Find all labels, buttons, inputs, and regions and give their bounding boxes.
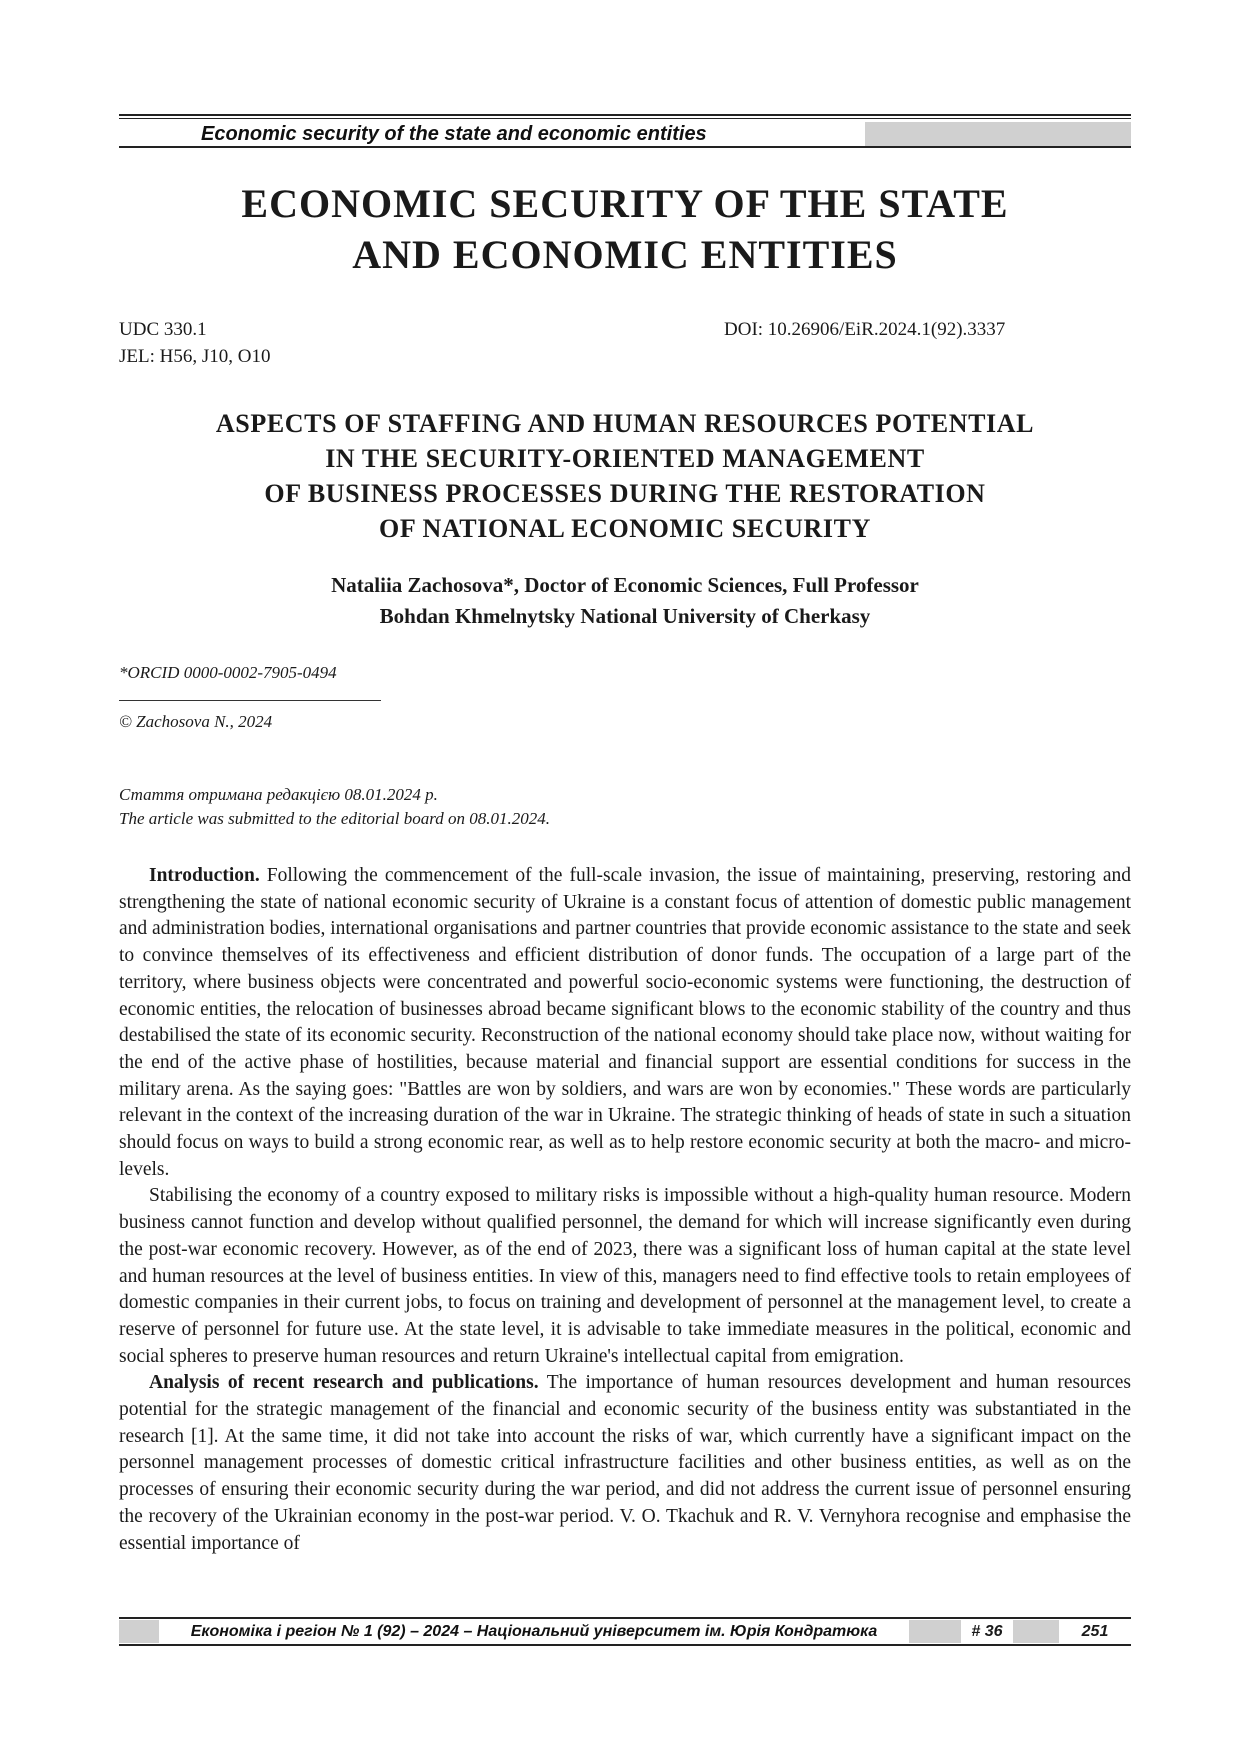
article-title: [119, 406, 1131, 546]
paragraph-lead: Introduction.: [149, 865, 260, 886]
author-block: [119, 570, 1131, 632]
footer-gray-block: [909, 1620, 961, 1643]
article-title-line: IN THE SECURITY-ORIENTED MANAGEMENT: [325, 444, 925, 473]
classification-codes: [119, 316, 270, 370]
author-notes: [119, 660, 1131, 735]
udc-code: UDC 330.1: [119, 319, 207, 340]
footer-gray-block: [1013, 1620, 1059, 1643]
paragraph-analysis: [119, 1370, 1131, 1557]
page-footer: [119, 1617, 1131, 1647]
footer-rule-bottom: [119, 1644, 1131, 1646]
running-header: [119, 114, 1131, 148]
page: [119, 114, 1131, 1557]
header-rule-bottom: [119, 146, 1131, 148]
paragraph-text: Stabilising the economy of a country exposed to military risks is impossible without a high-quality human resource. Modern business cannot function and develop without qualified personnel, the demand for which will increase significantly even during the post-war economic recovery. However, as of the end of 2023, there was a significant loss of human capital at the state level and human resources at the level of business entities. In view of this, managers need to find effective tools to retain employees of domestic companies in their current jobs, to focus on training and development of personnel at the management level, to create a reserve of personnel for future use. At the state level, it is advisable to take immediate measures in the political, economic and social spheres to preserve human resources and return Ukraine's intellectual capital from emigration.: [119, 1185, 1131, 1367]
footer-gray-block: [119, 1620, 159, 1643]
orcid[interactable]: *ORCID 0000-0002-7905-0494: [119, 663, 337, 682]
submission-info: [119, 783, 1131, 831]
paragraph: [119, 1183, 1131, 1370]
page-number: 251: [1081, 1623, 1109, 1640]
section-title-line: AND ECONOMIC ENTITIES: [352, 232, 898, 277]
footer-issue: # 36: [971, 1623, 1003, 1640]
article-body: [119, 863, 1131, 1557]
notes-divider: [119, 686, 381, 701]
header-gray-fill: [865, 122, 1131, 146]
received-en: The article was submitted to the editorial board on 08.01.2024.: [119, 809, 550, 828]
section-title-line: ECONOMIC SECURITY OF THE STATE: [241, 181, 1009, 226]
article-title-line: OF BUSINESS PROCESSES DURING THE RESTORATION: [264, 479, 986, 508]
paragraph-text: Following the commencement of the full-scale invasion, the issue of maintaining, preserving, restoring and strengthening the state of national economic security of Ukraine is a constant focus of attention of domestic public management and administration bodies, international organisations and partner countries that provide economic assistance to the state and seek to convince themselves of its effectiveness and efficient distribution of donor funds. The occupation of a large part of the territory, where business objects were concentrated and powerful socio-economic systems were functioning, the destruction of economic entities, the relocation of businesses abroad became significant blows to the economic stability of the country and thus destabilised the state of its economic security. Reconstruction of the national economy should take place now, without waiting for the end of the active phase of hostilities, because material and financial support are essential conditions for success in the military arena. As the saying goes: "Battles are won by soldiers, and wars are won by economies." These words are particularly relevant in the context of the increasing duration of the war in Ukraine. The strategic thinking of heads of state in such a situation should focus on ways to build a strong economic rear, as well as to help restore economic security at both the macro- and micro-levels.: [119, 865, 1131, 1180]
jel-code: JEL: H56, J10, O10: [119, 346, 271, 367]
copyright: © Zachosova N., 2024: [119, 712, 273, 731]
footer-journal: Економіка і регіон № 1 (92) – 2024 – Національний університет ім. Юрія Кондратюка: [190, 1623, 878, 1640]
header-rule-thin: [119, 118, 1131, 119]
paragraph-lead: Analysis of recent research and publications.: [149, 1372, 539, 1394]
header-band: [119, 122, 1131, 146]
paragraph-text: The importance of human resources development and human resources potential for the strategic management of the financial and economic security of the business entity was substantiated in the research [1]. At the same time, it did not take into account the risks of war, which currently have a significant impact on the personnel management processes of domestic critical infrastructure facilities and other business entities, as well as on the processes of ensuring their economic security during the war period, and did not address the current issue of personnel ensuring the recovery of the Ukrainian economy in the post-war period. V. O. Tkachuk and R. V. Vernyhora recognise and emphasise the essential importance of: [119, 1372, 1131, 1554]
section-title: [119, 178, 1131, 280]
paragraph-introduction: [119, 863, 1131, 1183]
doi[interactable]: DOI: 10.26906/EiR.2024.1(92).3337: [724, 319, 1006, 340]
header-rule: [119, 114, 1131, 116]
author-affiliation: Bohdan Khmelnytsky National University of Cherkasy: [379, 604, 871, 628]
article-title-line: OF NATIONAL ECONOMIC SECURITY: [379, 514, 871, 543]
article-meta: [119, 316, 1131, 370]
footer-band: [119, 1620, 1131, 1643]
received-ua: Стаття отримана редакцією 08.01.2024 р.: [119, 785, 438, 804]
running-header-text: Economic security of the state and economic entities: [201, 123, 707, 145]
article-title-line: ASPECTS OF STAFFING AND HUMAN RESOURCES POTENTIAL: [215, 409, 1035, 438]
footer-rule: [119, 1617, 1131, 1619]
author-name: Nataliia Zachosova*, Doctor of Economic Sciences, Full Professor: [331, 573, 919, 597]
